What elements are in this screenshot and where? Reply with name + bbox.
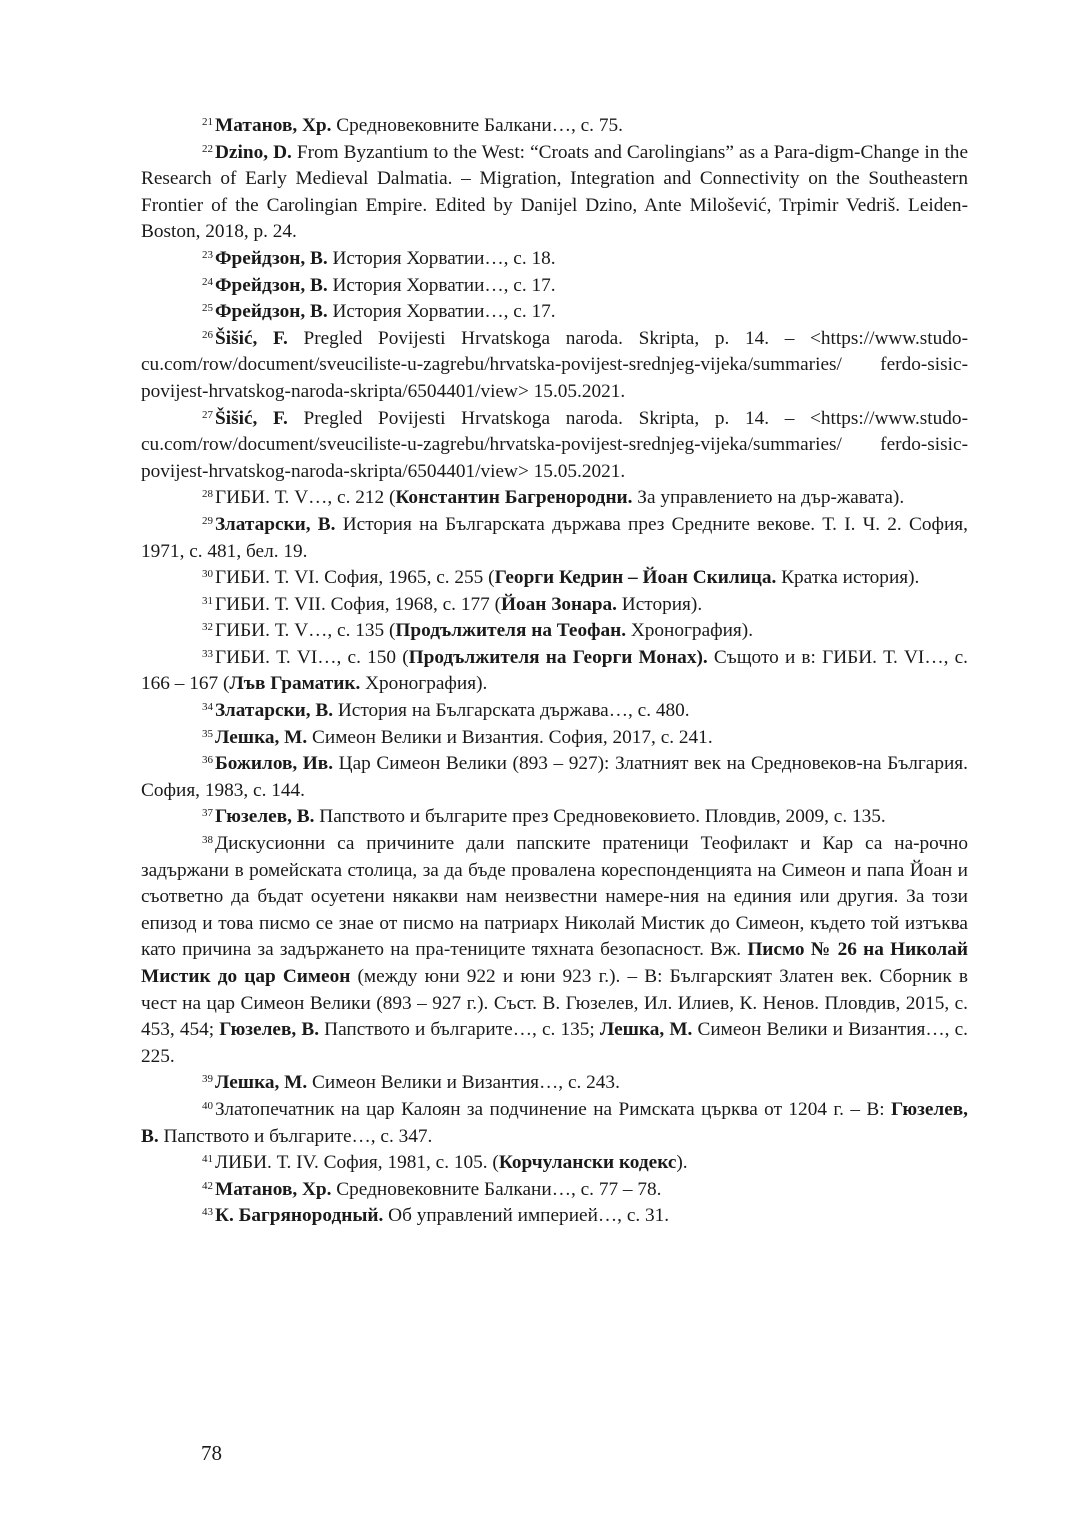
footnote: [141, 1097, 968, 1150]
footnote-text: From Byzantium to the West: “Croats and Carolingians” as a Para-digm-Change in the Research of Early Medieval Dalmatia. – Migration, Integration and Connectivity on the Southeastern Frontier of the Carolingian Empire. Edited by Danijel Dzino, Ante Milošević, Trpimir Vedriš. Leiden-Boston, 2018, p. 24.: [141, 141, 968, 243]
footnote-text: Златопечатник на цар Калоян за подчинение на Римската църква от 1204 г. – В:: [215, 1098, 892, 1120]
footnote-text: Цар Симеон Велики (893 – 927): Златният век на Средновеков-на България. София, 1983, с. 144.: [141, 753, 968, 801]
footnote-text: Средновековните Балкани…, с. 75.: [331, 115, 623, 136]
footnote-text: История на Българската държава през Средните векове. Т. I. Ч. 2. София, 1971, с. 481, бел. 19.: [141, 513, 968, 562]
footnote-text: Папството и българите…, с. 347.: [158, 1125, 433, 1147]
footnote-author: Продължителя на Георги Монах).: [408, 646, 708, 668]
footnote: [141, 618, 968, 645]
footnote-number: 38: [202, 834, 213, 847]
footnote: [141, 1203, 968, 1230]
footnote-author: Лешка, М.: [215, 726, 308, 748]
footnote-author: Георги Кедрин – Йоан Скилица.: [494, 567, 777, 589]
footnote-text: История).: [616, 593, 703, 615]
footnote-author: Лешка, М.: [215, 1072, 308, 1094]
footnote-text: ).: [676, 1152, 688, 1174]
footnote-number: 31: [202, 594, 213, 607]
footnotes-list: [141, 113, 968, 1230]
footnote-number: 33: [202, 647, 213, 660]
footnote-text: Хронография).: [626, 620, 754, 642]
footnote-text: Симеон Велики и Византия. София, 2017, с. 241.: [307, 726, 713, 748]
footnote-text: История Хорватии…, с. 18.: [327, 247, 556, 269]
footnote-text: Папството и българите през Средновековието. Пловдив, 2009, с. 135.: [314, 806, 886, 828]
footnote-author: Златарски, В.: [215, 700, 334, 722]
footnote: [141, 406, 968, 486]
footnote-author: Продължителя на Теофан.: [395, 620, 627, 642]
footnote: [141, 565, 968, 592]
footnote-author: Šišić, F.: [215, 327, 288, 349]
footnote-number: 24: [202, 275, 213, 288]
footnote-text: Об управлений империей…, с. 31.: [383, 1205, 670, 1227]
footnote-author: Фрейдзон, В.: [215, 274, 328, 296]
footnote: [141, 645, 968, 698]
footnote-text: Дискусионни са причините дали папските пратеници Теофилакт и Кар са на-рочно задържани в ромейската столица, за да бъде провалена кореспонденцията на Симеон и папа Йоан и съответно да бъдат осуетени някакви нам неизвестни намере-ния на единия или другия. За този епизод и това писмо се знае от писмо на патриарх Николай Мистик до Симеон, където той изтъква като причина за задържането на пра-тениците тяхната безопасност. Вж.: [141, 833, 968, 961]
footnote-author: Šišić, F.: [215, 407, 288, 429]
footnote: [141, 273, 968, 300]
footnote-author: Гюзелев, В.: [141, 1098, 968, 1147]
footnote-number: 42: [202, 1179, 213, 1192]
footnote-number: 43: [202, 1206, 213, 1219]
footnote-author: Божилов, Ив.: [215, 753, 334, 775]
footnote-text: История Хорватии…, с. 17.: [327, 301, 556, 323]
footnote-author: Матанов, Хр.: [215, 115, 332, 136]
footnote-number: 41: [202, 1153, 213, 1166]
footnote: [141, 698, 968, 725]
footnote: [141, 804, 968, 831]
footnote-number: 21: [202, 116, 213, 128]
footnote-author: Гюзелев, В.: [219, 1019, 320, 1041]
footnote: [141, 140, 968, 246]
footnote-author: Гюзелев, В.: [215, 806, 315, 828]
footnote: [141, 1177, 968, 1204]
footnote-text: Папството и българите…, с. 135;: [319, 1019, 600, 1041]
footnote-author: Златарски, В.: [215, 513, 336, 535]
footnote-author: К. Багрянородный.: [215, 1205, 384, 1227]
footnote-text: За управлението на дър-жавата).: [632, 487, 905, 509]
footnote-author: Лешка, М.: [599, 1019, 693, 1041]
footnote-text: Средновековните Балкани…, с. 77 – 78.: [331, 1178, 662, 1200]
footnote-number: 35: [202, 727, 213, 740]
footnote-author: Корчулански кодекс: [498, 1152, 677, 1174]
footnote-author: Фрейдзон, В.: [215, 247, 328, 269]
footnote: [141, 326, 968, 406]
footnote: [141, 751, 968, 804]
footnote-text: Симеон Велики и Византия…, с. 225.: [141, 1019, 968, 1067]
footnote-number: 30: [202, 568, 213, 581]
footnote-text: Pregled Povijesti Hrvatskoga naroda. Skripta, p. 14. – <https://www.studo-cu.com/row/document/sveuciliste-u-zagrebu/hrvatska-povijest-srednjeg-vijeka/summaries/ ferdo-sisic-povijest-hrvatskog-naroda-skripta/6504401/view> 15.05.2021.: [141, 327, 968, 402]
footnote-text: Хронография).: [360, 673, 488, 695]
footnote: [141, 1070, 968, 1097]
footnote-author: Фрейдзон, В.: [215, 301, 328, 323]
footnote-author: Йоан Зонара.: [501, 593, 617, 615]
footnote: [141, 725, 968, 752]
footnote-text: Кратка история).: [776, 567, 920, 589]
footnote-text: ГИБИ. Т. V…, с. 212 (: [215, 487, 396, 509]
footnote: [141, 113, 968, 140]
footnote: [141, 831, 968, 1070]
footnote-text: (между юни 922 и юни 923 г.). – В: Българският Златен век. Сборник в чест на цар Симеон Велики (893 – 927 г.). Съст. В. Гюзелев, Ил. Илиев, К. Ненов. Пловдив, 2015, с. 453, 454;: [141, 966, 968, 1041]
footnote-number: 37: [202, 807, 213, 820]
footnote-text: ГИБИ. Т. V…, с. 135 (: [215, 620, 396, 642]
footnote-author: Писмо № 26 на Николай Мистик до цар Симеон: [141, 939, 968, 987]
footnote-author: Константин Багренородни.: [395, 487, 633, 509]
footnote-number: 34: [202, 701, 213, 714]
footnote: [141, 485, 968, 512]
footnote-author: Dzino, D.: [215, 141, 292, 163]
footnote: [141, 592, 968, 619]
footnote-text: История на Българската държава…, с. 480.: [333, 700, 690, 722]
footnote-text: Симеон Велики и Византия…, с. 243.: [307, 1072, 620, 1094]
footnote-author: Матанов, Хр.: [215, 1178, 332, 1200]
footnote-text: ГИБИ. Т. VI. София, 1965, с. 255 (: [215, 567, 495, 589]
footnote-text: ЛИБИ. Т. IV. София, 1981, с. 105. (: [215, 1152, 499, 1174]
footnote-number: 40: [202, 1099, 213, 1112]
footnote-number: 32: [202, 621, 213, 634]
footnote-number: 36: [202, 754, 213, 767]
footnote-text: Същото и в: ГИБИ. Т. VI…, с. 166 – 167 (: [141, 646, 968, 695]
footnote-number: 25: [202, 302, 213, 315]
footnote-number: 27: [202, 408, 213, 421]
footnote-number: 26: [202, 328, 213, 341]
footnote-number: 23: [202, 248, 213, 261]
footnote: [141, 1150, 968, 1177]
footnote-text: ГИБИ. Т. VII. София, 1968, с. 177 (: [215, 593, 501, 615]
footnote-author: Лъв Граматик.: [229, 673, 361, 695]
footnote-number: 39: [202, 1073, 213, 1086]
footnote: [141, 246, 968, 273]
footnote-number: 28: [202, 488, 213, 501]
footnote-number: 22: [202, 142, 213, 155]
footnote-text: История Хорватии…, с. 17.: [327, 274, 556, 296]
footnote-text: ГИБИ. Т. VI…, с. 150 (: [215, 646, 409, 668]
footnote: [141, 299, 968, 326]
page-number: 78: [201, 1441, 222, 1465]
footnote-number: 29: [202, 514, 213, 527]
footnote-text: Pregled Povijesti Hrvatskoga naroda. Skripta, p. 14. – <https://www.studo-cu.com/row/document/sveuciliste-u-zagrebu/hrvatska-povijest-srednjeg-vijeka/summaries/ ferdo-sisic-povijest-hrvatskog-naroda-skripta/6504401/view> 15.05.2021.: [141, 407, 968, 482]
footnote: [141, 512, 968, 565]
